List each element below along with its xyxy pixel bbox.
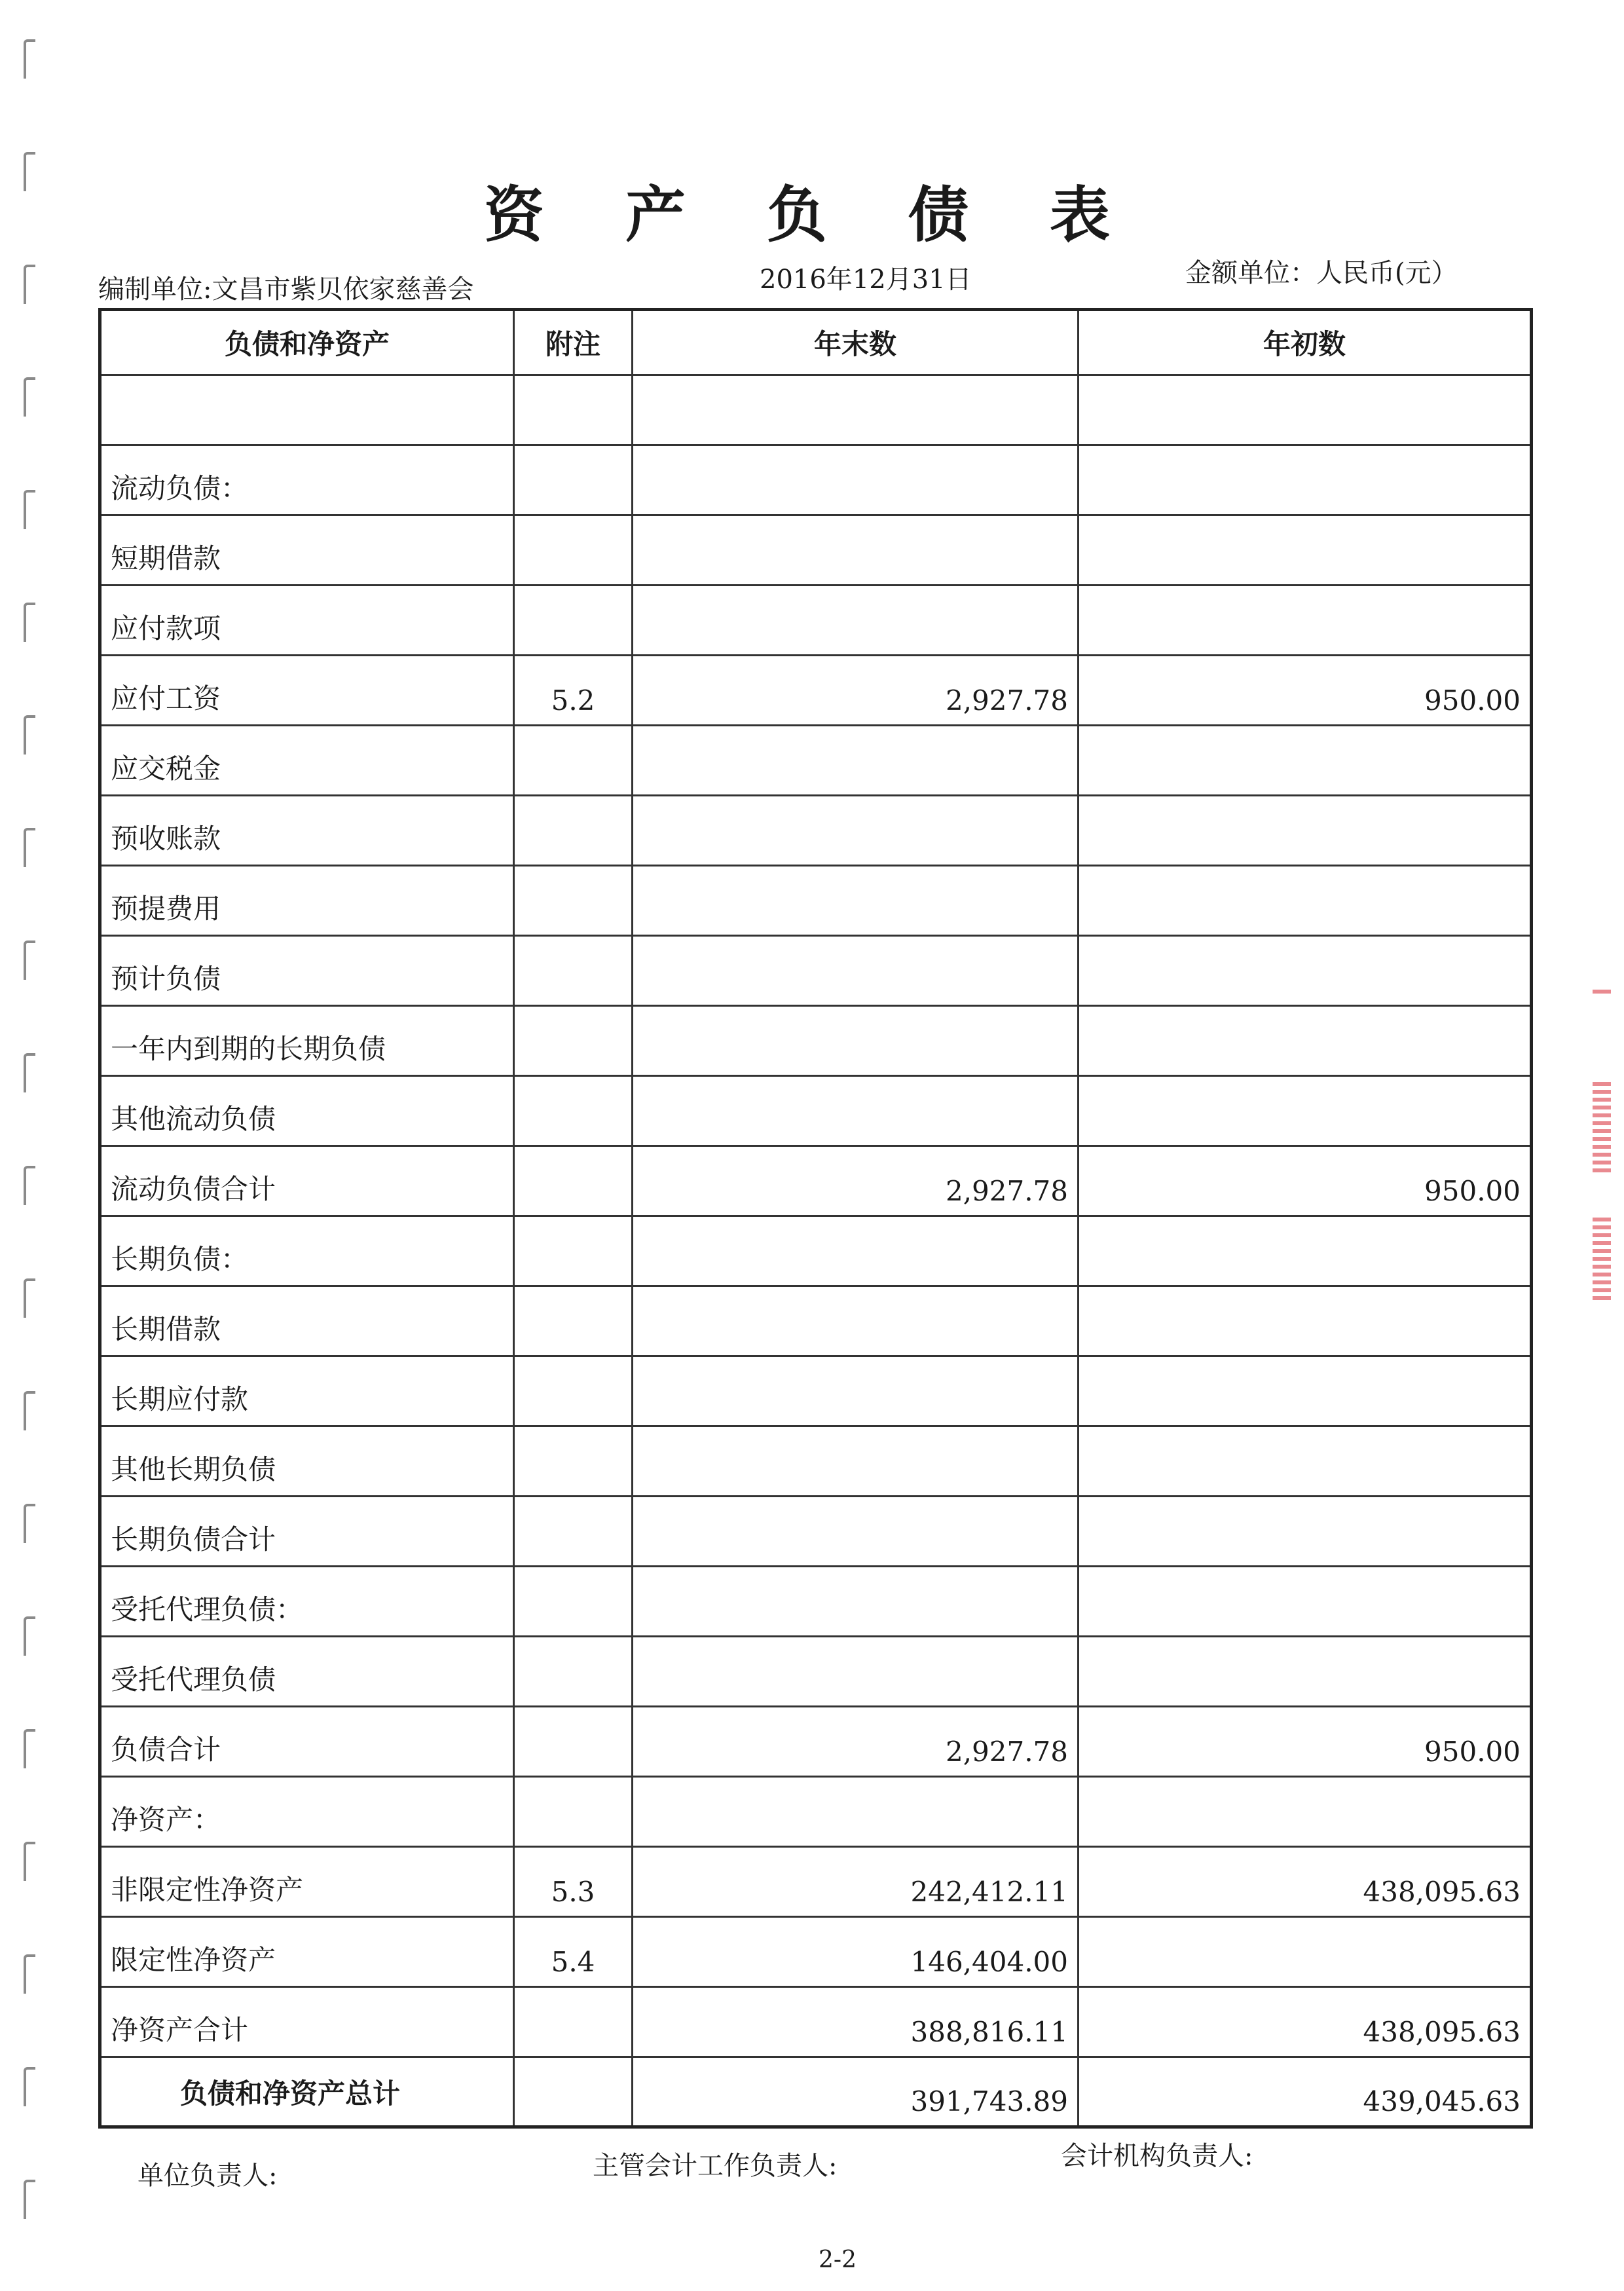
row-year-end-value — [633, 515, 1079, 586]
row-note — [514, 1356, 633, 1426]
row-year-end-value — [633, 445, 1079, 515]
row-note — [514, 1497, 633, 1567]
row-note — [514, 1146, 633, 1216]
row-year-end-value — [633, 586, 1079, 656]
row-note — [514, 1987, 633, 2057]
table-row — [100, 586, 1532, 656]
binder-hole-mark — [24, 715, 35, 754]
binder-hole-mark — [24, 39, 35, 79]
row-item-label: 限定性净资产 — [100, 1917, 514, 1987]
row-year-begin-value — [1079, 866, 1532, 936]
page-number: 2-2 — [819, 2246, 857, 2273]
row-year-begin-value: 439,045.63 — [1079, 2057, 1532, 2127]
row-year-begin-value — [1079, 1497, 1532, 1567]
row-note — [514, 515, 633, 586]
row-item-label: 长期应付款 — [100, 1356, 514, 1426]
preparing-organization: 编制单位:文昌市紫贝依家慈善会 — [98, 274, 474, 305]
column-header-item: 负债和净资产 — [100, 310, 514, 375]
row-item-label: 预提费用 — [100, 866, 514, 936]
table-row — [100, 445, 1532, 515]
row-note — [514, 936, 633, 1006]
row-item-label: 受托代理负债： — [100, 1567, 514, 1637]
row-year-begin-value — [1079, 726, 1532, 796]
row-note — [514, 1707, 633, 1777]
row-item-label: 长期负债合计 — [100, 1497, 514, 1567]
row-year-begin-value — [1079, 1426, 1532, 1497]
table-row — [100, 1006, 1532, 1076]
row-year-begin-value: 950.00 — [1079, 1707, 1532, 1777]
row-note — [514, 1426, 633, 1497]
row-year-end-value — [633, 936, 1079, 1006]
row-year-end-value: 2,927.78 — [633, 656, 1079, 726]
binder-hole-marks — [24, 0, 50, 2291]
row-note: 5.4 — [514, 1917, 633, 1987]
binder-hole-mark — [24, 828, 35, 867]
table-row — [100, 726, 1532, 796]
row-year-begin-value — [1079, 515, 1532, 586]
row-year-end-value — [633, 1637, 1079, 1707]
row-note — [514, 1286, 633, 1356]
accounting-head-signature-label: 主管会计工作负责人: — [593, 2151, 838, 2181]
binder-hole-mark — [24, 1278, 35, 1318]
row-item-label: 流动负债： — [100, 445, 514, 515]
binder-hole-mark — [24, 1504, 35, 1543]
row-note — [514, 1567, 633, 1637]
table-row — [100, 1076, 1532, 1146]
column-header-note: 附注 — [514, 310, 633, 375]
row-note — [514, 1006, 633, 1076]
row-year-begin-value — [1079, 1006, 1532, 1076]
binder-hole-mark — [24, 1391, 35, 1430]
row-note: 5.2 — [514, 656, 633, 726]
table-row — [100, 515, 1532, 586]
row-year-begin-value — [1079, 1356, 1532, 1426]
table-row — [100, 375, 1532, 445]
row-item-label: 长期负债： — [100, 1216, 514, 1286]
row-year-begin-value — [1079, 1076, 1532, 1146]
row-year-end-value — [633, 1567, 1079, 1637]
report-date: 2016年12月31日 — [760, 265, 972, 295]
row-item-label: 预收账款 — [100, 796, 514, 866]
balance-sheet-table — [98, 308, 1533, 2129]
table-row — [100, 1987, 1532, 2057]
row-year-begin-value — [1079, 1917, 1532, 1987]
row-note — [514, 586, 633, 656]
red-seal-edge — [1593, 986, 1611, 994]
row-item-label: 负债合计 — [100, 1707, 514, 1777]
row-year-end-value — [633, 866, 1079, 936]
binder-hole-mark — [24, 490, 35, 529]
row-year-end-value: 2,927.78 — [633, 1146, 1079, 1216]
row-note — [514, 1777, 633, 1847]
table-row — [100, 1917, 1532, 1987]
row-item-label: 一年内到期的长期负债 — [100, 1006, 514, 1076]
row-item-label: 应交税金 — [100, 726, 514, 796]
row-year-begin-value: 950.00 — [1079, 656, 1532, 726]
row-year-end-value — [633, 1006, 1079, 1076]
table-row — [100, 1497, 1532, 1567]
row-note — [514, 866, 633, 936]
binder-hole-mark — [24, 1616, 35, 1656]
row-item-label: 应付款项 — [100, 586, 514, 656]
binder-hole-mark — [24, 1053, 35, 1092]
row-year-end-value — [633, 1356, 1079, 1426]
row-year-begin-value — [1079, 1567, 1532, 1637]
row-year-end-value — [633, 726, 1079, 796]
row-year-begin-value — [1079, 445, 1532, 515]
row-year-begin-value — [1079, 1637, 1532, 1707]
table-row — [100, 1847, 1532, 1917]
table-row — [100, 1707, 1532, 1777]
table-row — [100, 1567, 1532, 1637]
row-year-end-value — [633, 1286, 1079, 1356]
binder-hole-mark — [24, 941, 35, 980]
row-year-end-value — [633, 1426, 1079, 1497]
binder-hole-mark — [24, 2067, 35, 2106]
row-year-begin-value — [1079, 375, 1532, 445]
row-year-begin-value — [1079, 1777, 1532, 1847]
table-row — [100, 656, 1532, 726]
row-note: 5.3 — [514, 1847, 633, 1917]
accounting-dept-head-signature-label: 会计机构负责人: — [1061, 2141, 1253, 2171]
row-year-begin-value — [1079, 1286, 1532, 1356]
row-item-label: 长期借款 — [100, 1286, 514, 1356]
binder-hole-mark — [24, 1166, 35, 1205]
table-row — [100, 866, 1532, 936]
table-row — [100, 1216, 1532, 1286]
row-year-end-value — [633, 796, 1079, 866]
row-year-end-value: 242,412.11 — [633, 1847, 1079, 1917]
column-header-year-begin: 年初数 — [1079, 310, 1532, 375]
row-year-end-value: 391,743.89 — [633, 2057, 1079, 2127]
table-row — [100, 1356, 1532, 1426]
binder-hole-mark — [24, 1954, 35, 1994]
row-year-end-value: 2,927.78 — [633, 1707, 1079, 1777]
row-year-end-value: 388,816.11 — [633, 1987, 1079, 2057]
binder-hole-mark — [24, 603, 35, 642]
red-seal-edge — [1593, 1081, 1611, 1172]
row-note — [514, 375, 633, 445]
row-year-end-value — [633, 375, 1079, 445]
row-item-label: 非限定性净资产 — [100, 1847, 514, 1917]
row-item-label: 受托代理负债 — [100, 1637, 514, 1707]
row-item-label: 净资产： — [100, 1777, 514, 1847]
row-year-begin-value: 438,095.63 — [1079, 1847, 1532, 1917]
row-note — [514, 1076, 633, 1146]
document-title: 资 产 负 债 表 — [483, 179, 1141, 250]
red-seal-edge — [1593, 1215, 1611, 1300]
table-row — [100, 936, 1532, 1006]
row-year-end-value — [633, 1777, 1079, 1847]
binder-hole-mark — [24, 2180, 35, 2219]
binder-hole-mark — [24, 1842, 35, 1881]
row-item-label: 应付工资 — [100, 656, 514, 726]
row-note — [514, 445, 633, 515]
grand-total-row — [100, 2057, 1532, 2127]
row-year-begin-value — [1079, 936, 1532, 1006]
unit-head-signature-label: 单位负责人: — [138, 2161, 278, 2191]
row-item-label: 负债和净资产总计 — [100, 2057, 514, 2127]
row-note — [514, 1637, 633, 1707]
table-row — [100, 1426, 1532, 1497]
column-header-year-end: 年末数 — [633, 310, 1079, 375]
row-item-label: 短期借款 — [100, 515, 514, 586]
table-row — [100, 1777, 1532, 1847]
table-row — [100, 1286, 1532, 1356]
currency-unit: 金额单位：人民币(元） — [1185, 258, 1458, 288]
row-item-label: 预计负债 — [100, 936, 514, 1006]
row-note — [514, 796, 633, 866]
row-year-end-value — [633, 1216, 1079, 1286]
binder-hole-mark — [24, 265, 35, 304]
row-year-end-value: 146,404.00 — [633, 1917, 1079, 1987]
row-item-label: 其他长期负债 — [100, 1426, 514, 1497]
row-year-end-value — [633, 1497, 1079, 1567]
row-note — [514, 726, 633, 796]
table-row — [100, 1637, 1532, 1707]
row-note — [514, 1216, 633, 1286]
row-item-label: 其他流动负债 — [100, 1076, 514, 1146]
row-item-label: 流动负债合计 — [100, 1146, 514, 1216]
row-year-begin-value: 950.00 — [1079, 1146, 1532, 1216]
binder-hole-mark — [24, 1729, 35, 1768]
row-note — [514, 2057, 633, 2127]
table-row — [100, 796, 1532, 866]
row-year-begin-value — [1079, 1216, 1532, 1286]
row-year-begin-value: 438,095.63 — [1079, 1987, 1532, 2057]
row-item-label: 净资产合计 — [100, 1987, 514, 2057]
table-header-row — [100, 310, 1532, 375]
binder-hole-mark — [24, 377, 35, 417]
row-year-end-value — [633, 1076, 1079, 1146]
table-row — [100, 1146, 1532, 1216]
row-year-begin-value — [1079, 796, 1532, 866]
row-item-label — [100, 375, 514, 445]
row-year-begin-value — [1079, 586, 1532, 656]
